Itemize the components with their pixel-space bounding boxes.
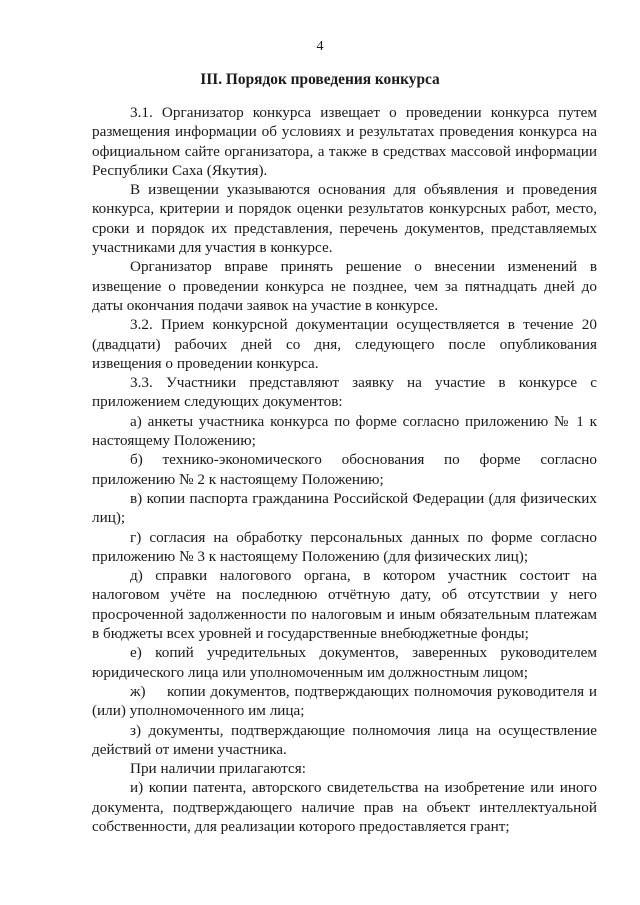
list-item-zh xyxy=(92,682,597,721)
paragraph-3-2: 3.2. Прием конкурсной документации осуществляется в течение 20 (двадцати) рабочих дней со дня, следующего после опубликования извещения о проведении конкурса. xyxy=(92,316,597,372)
section-heading: III. Порядок проведения конкурса xyxy=(200,71,440,88)
paragraph-notice-content: В извещении указываются основания для объявления и проведения конкурса, критерии и порядок оценки результатов конкурсных работ, место, сроки и порядок их представления, перечень документов, представляемых участниками для участия в конкурсе. xyxy=(92,181,597,257)
list-item-a: а) анкеты участника конкурса по форме согласно приложению № 1 к настоящему Положению; xyxy=(92,412,597,450)
paragraph-3-1: 3.1. Организатор конкурса извещает о проведении конкурса путем размещения информации об условиях и результатах проведения конкурса на официальном сайте организатора, а также в средствах массовой информации Республики Саха (Якутия). xyxy=(92,104,597,179)
page-number: 4 xyxy=(316,39,324,54)
paragraph-notice-changes: Организатор вправе принять решение о внесении изменений в извещение о проведении конкурса не позднее, чем за пятнадцать дней до даты окончания подачи заявок на участие в конкурсе. xyxy=(92,258,597,314)
list-item-i: и) копии патента, авторского свидетельства на изобретение или иного документа, подтверждающего наличие прав на объект интеллектуальной собственности, для реализации которого предоставляется грант; xyxy=(92,779,597,835)
list-item-d: д) справки налогового органа, в котором участник состоит на налоговом учёте на последнюю отчётную дату, об отсутствии у него просроченной задолженности по налоговым и иным обязательным платежам в бюджеты всех уровней и государственные внебюджетные фонды; xyxy=(92,567,597,643)
list-item-b: б) технико-экономического обоснования по форме согласно приложению № 2 к настоящему Положению; xyxy=(92,451,597,488)
document-body xyxy=(92,103,597,836)
list-item-e: е) копий учредительных документов, заверенных руководителем юридического лица или уполномоченным им должностным лицом; xyxy=(92,644,597,681)
paragraph-if-available: При наличии прилагаются: xyxy=(130,760,306,778)
paragraph-3-3: 3.3. Участники представляют заявку на участие в конкурсе с приложением следующих документов: xyxy=(92,374,597,411)
list-item-v: в) копии паспорта гражданина Российской Федерации (для физических лиц); xyxy=(92,489,597,527)
list-item-zh-text: копии документов, подтверждающих полномочия руководителя и (или) уполномоченного им лица; xyxy=(92,682,597,720)
list-item-g: г) согласия на обработку персональных данных по форме согласно приложению № 3 к настоящему Положению (для физических лиц); xyxy=(92,528,597,565)
list-item-zh-label: ж) xyxy=(130,682,146,700)
list-item-z: з) документы, подтверждающие полномочия лица на осуществление действий от имени участника. xyxy=(92,721,597,758)
